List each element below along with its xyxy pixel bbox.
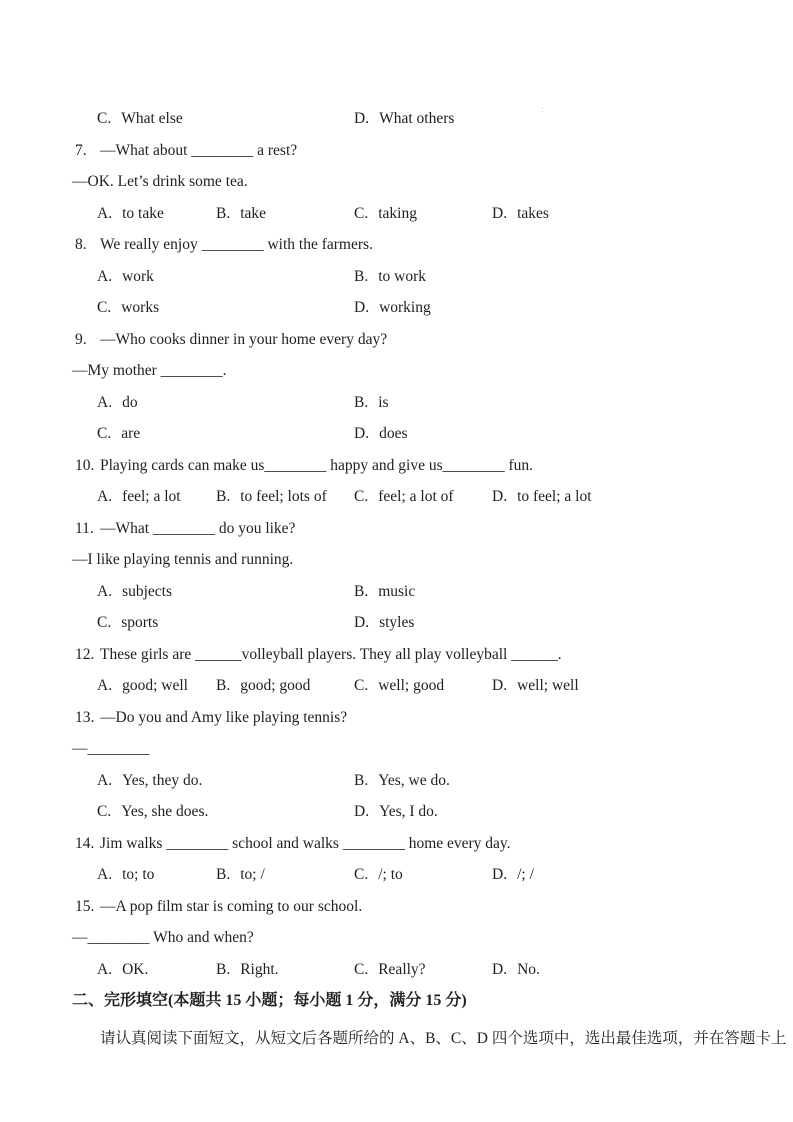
question-stem: Playing cards can make us________ happy and give us________ fun. [100, 456, 534, 474]
options-row [72, 387, 737, 419]
question-stem: —What ________ do you like? [100, 519, 296, 537]
option-text: is [378, 393, 389, 411]
option-label: C. [97, 614, 112, 631]
options-row [72, 481, 737, 513]
option-c [97, 418, 140, 450]
question-stem: —Who cooks dinner in your home every day? [100, 330, 388, 348]
option-text: to; to [122, 866, 155, 883]
question-15 [72, 891, 737, 986]
options-row [72, 765, 737, 797]
dialogue-line: —I like playing tennis and running. [72, 551, 294, 568]
option-a [97, 859, 154, 891]
option-text: to feel; a lot [517, 488, 592, 505]
question-stem: Jim walks ________ school and walks ________ home every day. [100, 834, 511, 852]
option-text: music [378, 582, 416, 600]
option-a [97, 670, 188, 702]
option-text: feel; a lot [122, 488, 181, 505]
options-row [72, 418, 737, 450]
question-stem-line [72, 135, 737, 167]
option-text: taking [378, 204, 417, 222]
option-label: C. [97, 425, 112, 442]
option-text: work [122, 267, 154, 285]
option-label: B. [354, 771, 369, 789]
option-b [354, 261, 426, 293]
option-label: D. [492, 677, 508, 694]
option-text: does [379, 425, 408, 442]
option-label: C. [354, 488, 369, 505]
question-stem-line [72, 450, 737, 482]
options-row [72, 670, 737, 702]
question-stem: These girls are ______volleyball players. They all play volleyball ______. [100, 645, 562, 663]
question-number: 10. [75, 456, 95, 474]
option-a [97, 481, 181, 513]
option-d [354, 607, 414, 639]
option-b [216, 481, 327, 513]
option-label: D. [354, 425, 370, 442]
option-text: Yes, I do. [379, 803, 438, 820]
option-d [354, 103, 454, 135]
option-label: C. [97, 110, 112, 127]
dialogue-line: —________ [72, 740, 150, 757]
question-stem-line [72, 639, 737, 671]
option-a [97, 954, 148, 986]
section-heading: 二、完形填空(本题共 15 小题；每小题 1 分，满分 15 分) [72, 992, 467, 1009]
option-c [97, 607, 158, 639]
option-label: A. [97, 267, 113, 285]
option-text: feel; a lot of [378, 488, 454, 505]
option-text: takes [517, 204, 549, 222]
option-text: What else [121, 110, 183, 127]
question-number: 7. [75, 141, 87, 159]
question-stem-line [72, 324, 737, 356]
dialogue-line: —OK. Let’s drink some tea. [72, 173, 248, 190]
option-label: B. [216, 866, 231, 883]
option-c [97, 796, 208, 828]
stray-mark: : [541, 104, 544, 114]
dialogue-line: —My mother ________. [72, 362, 227, 379]
option-label: D. [492, 488, 508, 505]
option-label: A. [97, 488, 113, 505]
option-label: B. [216, 677, 231, 694]
option-text: good; well [122, 677, 188, 694]
question-9 [72, 324, 737, 450]
option-label: A. [97, 960, 113, 978]
option-text: are [121, 425, 141, 442]
option-b [216, 670, 310, 702]
option-label: A. [97, 582, 113, 600]
option-text: Yes, she does. [121, 803, 209, 820]
option-d [492, 954, 540, 986]
option-label: A. [97, 393, 113, 411]
option-text: good; good [240, 677, 311, 694]
option-label: D. [492, 204, 508, 222]
option-text: OK. [122, 960, 149, 978]
option-b [216, 954, 279, 986]
option-label: D. [492, 866, 508, 883]
question-number: 11. [75, 519, 94, 537]
question-number: 8. [75, 236, 87, 253]
option-a [97, 261, 154, 293]
option-label: C. [97, 803, 112, 820]
option-b [216, 198, 266, 230]
option-c [354, 481, 454, 513]
option-b [354, 765, 450, 797]
option-c [354, 198, 417, 230]
options-row [72, 292, 737, 324]
option-c [97, 292, 159, 324]
question-stem-line [72, 229, 737, 261]
option-text: Yes, we do. [378, 771, 450, 789]
question-number: 13. [75, 708, 95, 726]
option-text: Right. [240, 960, 279, 978]
option-d [492, 198, 549, 230]
option-text: Really? [378, 960, 426, 978]
option-text: No. [517, 960, 540, 978]
option-label: D. [354, 803, 370, 820]
question-12 [72, 639, 737, 702]
option-label: A. [97, 204, 113, 222]
option-label: B. [216, 488, 231, 505]
option-label: B. [216, 204, 231, 222]
option-text: well; good [378, 677, 445, 694]
option-text: works [121, 299, 160, 316]
option-text: to; / [240, 866, 265, 883]
options-row [72, 607, 737, 639]
option-text: /; / [517, 866, 534, 883]
options-row [72, 954, 737, 986]
option-label: C. [354, 677, 369, 694]
option-label: A. [97, 771, 113, 789]
question-number: 15. [75, 897, 95, 915]
option-label: C. [354, 866, 369, 883]
question-10 [72, 450, 737, 513]
option-d [492, 859, 534, 891]
question-11 [72, 513, 737, 639]
option-text: to work [378, 267, 427, 285]
option-text: working [379, 299, 431, 316]
option-d [492, 670, 579, 702]
option-label: B. [216, 960, 231, 978]
option-a [97, 198, 164, 230]
option-label: D. [492, 960, 508, 978]
question-stem-line [72, 702, 737, 734]
option-text: /; to [378, 866, 403, 883]
option-c [354, 859, 403, 891]
option-b [216, 859, 265, 891]
option-d [354, 418, 408, 450]
question-stem-line [72, 513, 737, 545]
question-stem: —A pop film star is coming to our school. [100, 897, 363, 915]
options-row [72, 859, 737, 891]
question-number: 14. [75, 834, 95, 852]
question-stem: We really enjoy ________ with the farmers. [100, 236, 373, 253]
option-label: A. [97, 866, 113, 883]
option-label: C. [97, 299, 112, 316]
question-7 [72, 135, 737, 230]
question-stem: —What about ________ a rest? [100, 141, 298, 159]
options-row [72, 261, 737, 293]
option-text: to take [122, 204, 164, 222]
option-text: sports [121, 614, 159, 631]
option-d [492, 481, 592, 513]
option-text: do [122, 393, 138, 411]
option-d [354, 292, 431, 324]
instruction-text: 请认真阅读下面短文，从短文后各题所给的 A、B、C、D 四个选项中，选出最佳选项，并在答题卡上 [100, 1030, 787, 1047]
question-14 [72, 828, 737, 891]
option-c [354, 670, 444, 702]
option-text: styles [379, 614, 415, 631]
option-label: D. [354, 614, 370, 631]
option-label: B. [354, 267, 369, 285]
options-row [72, 576, 737, 608]
option-text: Yes, they do. [122, 771, 203, 789]
option-label: D. [354, 299, 370, 316]
question-13 [72, 702, 737, 828]
option-label: A. [97, 677, 113, 694]
question-number: 9. [75, 330, 87, 348]
option-label: C. [354, 204, 369, 222]
option-text: to feel; lots of [240, 488, 327, 505]
option-label: C. [354, 960, 369, 978]
option-b [354, 576, 415, 608]
option-label: B. [354, 393, 369, 411]
options-row [72, 198, 737, 230]
carryover-options-row [72, 103, 737, 135]
option-a [97, 765, 202, 797]
question-8 [72, 229, 737, 324]
option-a [97, 387, 138, 419]
question-stem-line [72, 891, 737, 923]
question-stem-line [72, 828, 737, 860]
question-stem: —Do you and Amy like playing tennis? [100, 708, 348, 726]
option-a [97, 576, 172, 608]
option-text: well; well [517, 677, 579, 694]
option-text: What others [379, 110, 455, 127]
option-label: B. [354, 582, 369, 600]
option-b [354, 387, 389, 419]
question-number: 12. [75, 645, 95, 663]
option-d [354, 796, 438, 828]
option-text: subjects [122, 582, 173, 600]
option-c [97, 103, 183, 135]
option-label: D. [354, 110, 370, 127]
options-row [72, 796, 737, 828]
option-c [354, 954, 426, 986]
option-text: take [240, 204, 267, 222]
dialogue-line: —________ Who and when? [72, 929, 254, 946]
